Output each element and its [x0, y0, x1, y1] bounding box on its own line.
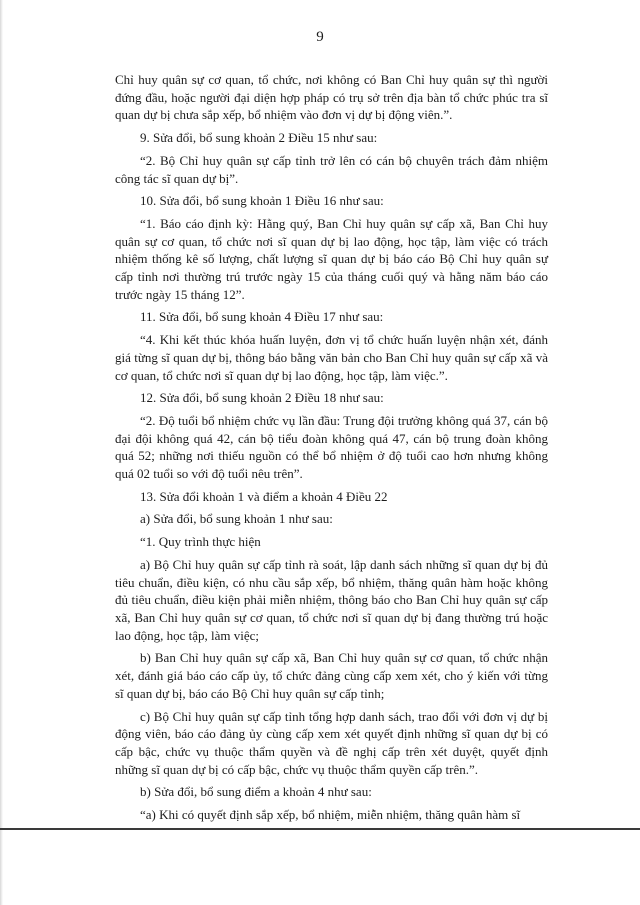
document-body — [115, 71, 548, 829]
bottom-rule — [0, 828, 640, 830]
page-number: 9 — [316, 29, 324, 45]
paragraph: “2. Bộ Chỉ huy quân sự cấp tỉnh trở lên có cán bộ chuyên trách đảm nhiệm công tác sĩ quan dự bị”. — [115, 152, 548, 186]
paragraph: “4. Khi kết thúc khóa huấn luyện, đơn vị tổ chức huấn luyện nhận xét, đánh giá từng sĩ quan dự bị, thông báo bằng văn bản cho Ban Chỉ huy quân sự cấp xã và cơ quan, tổ chức nơi sĩ quan dự bị lao động, học tập, làm việc.”. — [115, 332, 548, 383]
scan-edge — [0, 0, 3, 905]
paragraph: 10. Sửa đổi, bổ sung khoản 1 Điều 16 như sau: — [140, 193, 384, 209]
paragraph: a) Bộ Chỉ huy quân sự cấp tỉnh rà soát, lập danh sách những sĩ quan dự bị đủ tiêu chuẩn, điều kiện, có nhu cầu sắp xếp, bổ nhiệm, thăng quân hàm hoặc không đủ tiêu chuẩn, điều kiện phải miễn nhiệm, thông báo cho Ban Chỉ huy quân sự cấp xã, Ban Chỉ huy quân sự cơ quan, tổ chức nơi sĩ quan dự bị đang thường trú hoặc lao động, học tập, làm việc; — [115, 556, 548, 643]
paragraph: 12. Sửa đổi, bổ sung khoản 2 Điều 18 như sau: — [140, 390, 384, 406]
paragraph: 9. Sửa đổi, bổ sung khoản 2 Điều 15 như sau: — [140, 130, 378, 146]
paragraph: a) Sửa đổi, bổ sung khoản 1 như sau: — [140, 511, 333, 527]
paragraph: c) Bộ Chỉ huy quân sự cấp tỉnh tổng hợp danh sách, trao đổi với đơn vị dự bị động viên, báo cáo đảng ủy cùng cấp xem xét quyết định những sĩ quan dự bị có cấp bậc, chức vụ thuộc thẩm quyền và đề nghị cấp trên xét duyệt, quyết định những sĩ quan dự bị có cấp bậc, chức vụ thuộc thẩm quyền cấp trên.”. — [115, 708, 548, 777]
paragraph: “1. Quy trình thực hiện — [140, 534, 261, 550]
paragraph: b) Ban Chỉ huy quân sự cấp xã, Ban Chỉ huy quân sự cơ quan, tổ chức nhận xét, đánh giá báo cáo cấp ủy, tổ chức đảng cùng cấp xem xét, cho ý kiến với từng sĩ quan dự bị, báo cáo Bộ Chỉ huy quân sự cấp tỉnh; — [115, 650, 548, 701]
paragraph: b) Sửa đổi, bổ sung điểm a khoản 4 như sau: — [140, 784, 372, 800]
paragraph: “a) Khi có quyết định sắp xếp, bổ nhiệm, miễn nhiệm, thăng quân hàm sĩ — [140, 807, 521, 823]
paragraph: 13. Sửa đổi khoản 1 và điểm a khoản 4 Điều 22 — [140, 488, 388, 504]
paragraph: “1. Báo cáo định kỳ: Hằng quý, Ban Chỉ huy quân sự cấp xã, Ban Chỉ huy quân sự cơ quan, tổ chức nơi sĩ quan dự bị lao động, học tập, làm việc có trách nhiệm thống kê số lượng, chất lượng sĩ quan dự bị báo cáo Bộ Chỉ huy quân sự cấp tỉnh nơi thường trú trước ngày 15 của tháng cuối quý và hằng năm báo cáo trước ngày 15 tháng 12”. — [115, 215, 548, 302]
paragraph: “2. Độ tuổi bổ nhiệm chức vụ lần đầu: Trung đội trưởng không quá 37, cán bộ đại đội không quá 42, cán bộ tiểu đoàn không quá 47, cán bộ trung đoàn không quá 52; những nơi thiếu nguồn có thể bổ nhiệm ở độ tuổi cao hơn nhưng không quá 02 tuổi so với độ tuổi nêu trên”. — [115, 412, 548, 482]
paragraph: Chỉ huy quân sự cơ quan, tổ chức, nơi không có Ban Chỉ huy quân sự thì người đứng đầu, hoặc người đại diện hợp pháp có trụ sở trên địa bàn tổ chức phúc tra sĩ quan dự bị chưa sắp xếp, bổ nhiệm vào đơn vị dự bị động viên.”. — [115, 72, 548, 123]
paragraph: 11. Sửa đổi, bổ sung khoản 4 Điều 17 như sau: — [140, 309, 384, 325]
